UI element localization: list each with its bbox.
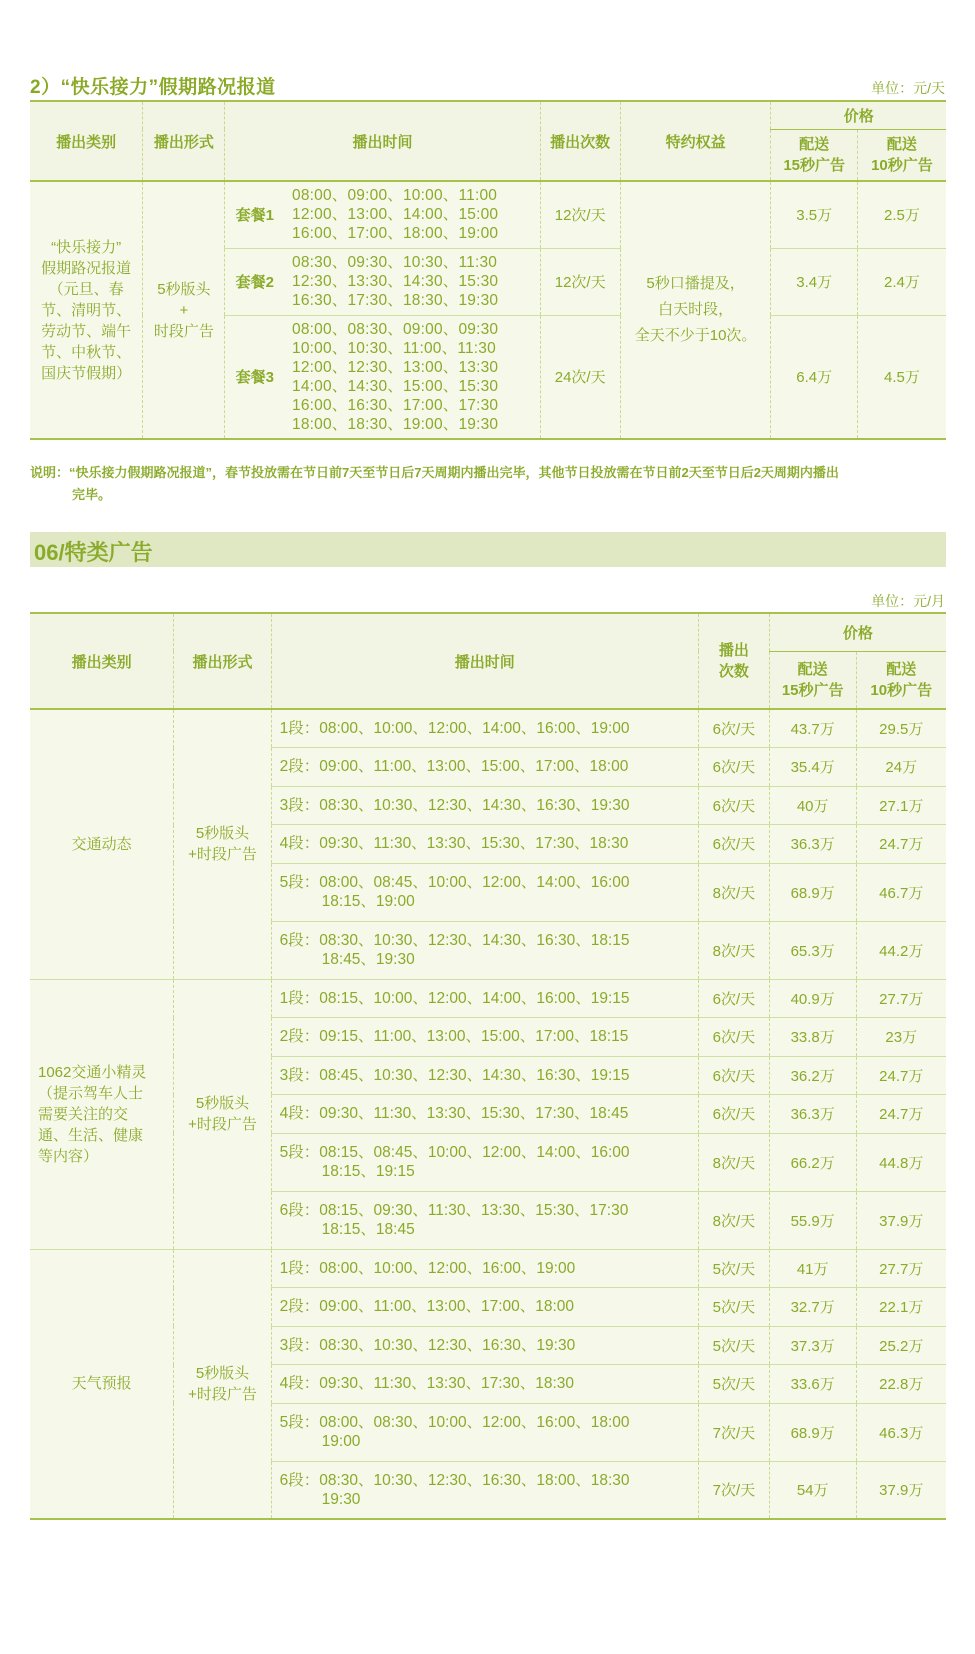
table-row	[30, 709, 946, 748]
price-15s-cell: 36.2万	[769, 1056, 856, 1095]
time-line: 12:30、13:30、14:30、15:30	[292, 273, 499, 290]
count-cell: 6次/天	[698, 709, 769, 748]
time-cell	[271, 1326, 698, 1365]
header-price-15s	[769, 651, 856, 709]
price-15s-cell: 40万	[769, 786, 856, 825]
price-15s-cell: 68.9万	[769, 863, 856, 921]
price-10s-cell: 25.2万	[856, 1326, 946, 1365]
time-cell	[271, 1056, 698, 1095]
header-category: 播出类别	[30, 613, 174, 709]
count-cell: 6次/天	[698, 1095, 769, 1134]
price-15s-cell: 54万	[769, 1461, 856, 1519]
time-line: 1段：08:00、10:00、12:00、14:00、16:00、19:00	[279, 720, 630, 737]
section-band-title: 06/特类广告	[34, 540, 153, 565]
time-line: 3段：08:30、10:30、12:30、14:30、16:30、19:30	[279, 796, 630, 814]
form-cell	[174, 979, 271, 1249]
time-line: 2段：09:15、11:00、13:00、15:00、17:00、18:15	[279, 1028, 629, 1046]
price-10s-cell: 46.7万	[856, 863, 946, 921]
count-cell: 6次/天	[698, 786, 769, 825]
time-line: 08:00、09:00、10:00、11:00	[292, 187, 498, 205]
unit-label: 单位：元/天	[871, 80, 945, 96]
rights-line: 全天不少于10次。	[634, 327, 757, 344]
time-cell	[271, 709, 698, 748]
section-band	[30, 532, 946, 567]
time-cell	[271, 979, 698, 1018]
price-10s-cell: 24.7万	[856, 1095, 946, 1134]
time-cell	[271, 1191, 698, 1249]
time-line: 19:30	[321, 1490, 361, 1508]
unit-label-monthly: 单位：元/月	[871, 593, 945, 609]
form-line: 5秒版头	[195, 1095, 250, 1112]
time-line: 08:30、09:30、10:30、11:30	[292, 254, 498, 271]
category-line: 等内容）	[38, 1147, 99, 1165]
time-cell	[271, 1365, 698, 1404]
category-line: 需要关注的交	[38, 1105, 129, 1123]
time-line: 5段：08:00、08:45、10:00、12:00、14:00、16:00	[279, 874, 630, 891]
count-cell: 5次/天	[698, 1288, 769, 1327]
time-line: 6段：08:30、10:30、12:30、14:30、16:30、18:15	[279, 932, 630, 949]
time-cell	[271, 1461, 698, 1519]
form-line: +	[179, 301, 189, 319]
form-line: +时段广告	[188, 1385, 257, 1403]
category-cell	[30, 979, 174, 1249]
count-cell: 6次/天	[698, 825, 769, 864]
time-line: 6段：08:30、10:30、12:30、16:30、18:00、18:30	[279, 1471, 630, 1489]
category-line: 劳动节、端午	[41, 322, 132, 340]
table-row	[30, 1249, 946, 1288]
header-price-15s-line2: 15秒广告	[781, 681, 844, 699]
header-category: 播出类别	[30, 101, 143, 181]
form-cell	[174, 709, 271, 979]
form-cell	[143, 181, 225, 439]
price-10s-cell: 37.9万	[856, 1191, 946, 1249]
time-line: 1段：08:15、10:00、12:00、14:00、16:00、19:15	[279, 989, 630, 1007]
note	[30, 462, 946, 506]
time-line: 6段：08:15、09:30、11:30、13:30、15:30、17:30	[279, 1202, 629, 1219]
time-line: 4段：09:30、11:30、13:30、15:30、17:30、18:45	[279, 1105, 629, 1123]
form-line: 5秒版头	[195, 1364, 250, 1382]
time-line: 14:00、14:30、15:00、15:30	[292, 377, 499, 395]
count-cell: 8次/天	[698, 863, 769, 921]
time-line: 5段：08:15、08:45、10:00、12:00、14:00、16:00	[279, 1144, 630, 1161]
price-15s-cell: 35.4万	[769, 748, 856, 787]
header-rights: 特约权益	[620, 101, 771, 181]
form-line: +时段广告	[188, 1116, 257, 1133]
price-10s-cell: 29.5万	[856, 709, 946, 748]
time-line: 1段：08:00、10:00、12:00、16:00、19:00	[279, 1259, 576, 1277]
time-cell	[271, 825, 698, 864]
price-15s-cell: 33.8万	[769, 1018, 856, 1057]
header-price-15s-line1: 配送	[799, 135, 830, 153]
time-cell	[271, 786, 698, 825]
time-line: 2段：09:00、11:00、13:00、17:00、18:00	[279, 1298, 575, 1316]
price-15s-cell: 68.9万	[769, 1403, 856, 1461]
package-count: 12次/天	[540, 181, 620, 248]
count-cell: 5次/天	[698, 1326, 769, 1365]
time-line: 16:00、17:00、18:00、19:00	[292, 225, 499, 243]
header-price: 价格	[771, 101, 946, 129]
category-cell	[30, 1249, 174, 1519]
price-10s-cell: 23万	[856, 1018, 946, 1057]
price-15s-cell: 43.7万	[769, 709, 856, 748]
price-15s-cell: 65.3万	[769, 921, 856, 979]
price-15s-cell: 33.6万	[769, 1365, 856, 1404]
rights-line: 白天时段，	[658, 301, 734, 318]
package-times	[284, 315, 540, 439]
form-line: 5秒版头	[195, 825, 250, 843]
time-line: 3段：08:45、10:30、12:30、14:30、16:30、19:15	[279, 1066, 630, 1084]
price-10s-cell: 22.1万	[856, 1288, 946, 1327]
price-10s-cell: 24万	[856, 748, 946, 787]
header-price-15s-line1: 配送	[797, 660, 828, 678]
count-cell: 8次/天	[698, 1191, 769, 1249]
price-10s-cell: 44.8万	[856, 1133, 946, 1191]
header-price-15s-line2: 15秒广告	[783, 156, 845, 174]
count-cell: 6次/天	[698, 979, 769, 1018]
package-price-10s: 4.5万	[857, 315, 946, 439]
time-line: 10:00、10:30、11:00、11:30	[292, 339, 496, 357]
table-row	[30, 979, 946, 1018]
package-count: 12次/天	[540, 248, 620, 315]
category-cell	[30, 181, 143, 439]
price-10s-cell: 46.3万	[856, 1403, 946, 1461]
count-cell: 5次/天	[698, 1365, 769, 1404]
price-15s-cell: 55.9万	[769, 1191, 856, 1249]
package-name: 套餐3	[225, 315, 284, 439]
category-line: 国庆节假期）	[41, 364, 132, 382]
time-cell	[271, 921, 698, 979]
price-10s-cell: 27.1万	[856, 786, 946, 825]
header-count	[698, 613, 769, 709]
package-times	[284, 181, 540, 248]
package-price-15s: 3.5万	[771, 181, 857, 248]
time-line: 19:00	[321, 1433, 361, 1450]
time-cell	[271, 1095, 698, 1134]
time-line: 3段：08:30、10:30、12:30、16:30、19:30	[279, 1336, 576, 1354]
time-line: 12:00、13:00、14:00、15:00	[292, 206, 499, 224]
package-times	[284, 248, 540, 315]
package-name: 套餐1	[225, 181, 284, 248]
category-line: “快乐接力”	[51, 238, 122, 256]
price-15s-cell: 36.3万	[769, 1095, 856, 1134]
package-name: 套餐2	[225, 248, 284, 315]
note-line2: 完毕。	[72, 487, 112, 502]
section-title: 2）“快乐接力”假期路况报道	[30, 77, 276, 98]
header-price-15s	[771, 129, 857, 181]
form-line: 5秒版头	[157, 280, 211, 298]
price-10s-cell: 24.7万	[856, 1056, 946, 1095]
time-line: 12:00、12:30、13:00、13:30	[292, 358, 499, 376]
price-15s-cell: 36.3万	[769, 825, 856, 864]
price-10s-cell: 37.9万	[856, 1461, 946, 1519]
rights-cell	[620, 181, 771, 439]
time-line: 18:15、18:45	[321, 1221, 415, 1238]
category-line: 节、清明节、	[41, 301, 132, 319]
time-cell	[271, 1288, 698, 1327]
time-cell	[271, 1403, 698, 1461]
count-cell: 8次/天	[698, 1133, 769, 1191]
header-price-10s-line1: 配送	[886, 660, 917, 678]
time-line: 16:30、17:30、18:30、19:30	[292, 292, 499, 309]
header-price: 价格	[769, 613, 946, 651]
time-line: 18:15、19:00	[321, 893, 415, 910]
category-line: 交通动态	[71, 835, 132, 853]
form-line: 时段广告	[153, 322, 214, 340]
price-10s-cell: 44.2万	[856, 921, 946, 979]
header-price-10s	[856, 651, 946, 709]
price-15s-cell: 40.9万	[769, 979, 856, 1018]
header-count-line1: 播出	[718, 642, 749, 659]
header-form: 播出形式	[143, 101, 225, 181]
form-line: +时段广告	[188, 846, 257, 864]
category-line: 假期路况报道	[41, 259, 132, 277]
time-cell	[271, 863, 698, 921]
header-count: 播出次数	[540, 101, 620, 181]
price-15s-cell: 37.3万	[769, 1326, 856, 1365]
price-10s-cell: 24.7万	[856, 825, 946, 864]
category-line: （元旦、春	[48, 280, 124, 298]
time-line: 18:45、19:30	[321, 951, 415, 968]
price-10s-cell: 27.7万	[856, 979, 946, 1018]
price-15s-cell: 66.2万	[769, 1133, 856, 1191]
category-line: 天气预报	[71, 1375, 132, 1393]
time-line: 4段：09:30、11:30、13:30、15:30、17:30、18:30	[279, 835, 629, 853]
holiday-traffic-price-table	[30, 100, 946, 440]
category-line: 1062交通小精灵	[38, 1063, 147, 1081]
header-count-line2: 次数	[718, 663, 749, 680]
time-line: 5段：08:00、08:30、10:00、12:00、16:00、18:00	[279, 1414, 630, 1431]
price-15s-cell: 32.7万	[769, 1288, 856, 1327]
package-price-10s: 2.4万	[857, 248, 946, 315]
header-time: 播出时间	[271, 613, 698, 709]
time-cell	[271, 1018, 698, 1057]
count-cell: 7次/天	[698, 1403, 769, 1461]
count-cell: 6次/天	[698, 1056, 769, 1095]
package-count: 24次/天	[540, 315, 620, 439]
price-10s-cell: 27.7万	[856, 1249, 946, 1288]
category-cell	[30, 709, 174, 979]
time-line: 16:00、16:30、17:00、17:30	[292, 396, 499, 414]
price-15s-cell: 41万	[769, 1249, 856, 1288]
header-price-10s-line2: 10秒广告	[871, 156, 933, 174]
category-line: 通、生活、健康	[38, 1126, 144, 1144]
time-line: 18:00、18:30、19:00、19:30	[292, 415, 499, 433]
category-line: 节、中秋节、	[41, 343, 132, 361]
rights-line: 5秒口播提及，	[646, 275, 745, 292]
header-price-10s-line2: 10秒广告	[870, 681, 933, 699]
header-price-10s	[857, 129, 946, 181]
package-price-10s: 2.5万	[857, 181, 946, 248]
count-cell: 5次/天	[698, 1249, 769, 1288]
count-cell: 8次/天	[698, 921, 769, 979]
header-form: 播出形式	[174, 613, 271, 709]
header-price-10s-line1: 配送	[886, 135, 917, 153]
time-cell	[271, 1133, 698, 1191]
form-cell	[174, 1249, 271, 1519]
count-cell: 6次/天	[698, 1018, 769, 1057]
time-line: 18:15、19:15	[321, 1163, 415, 1180]
time-line: 08:00、08:30、09:00、09:30	[292, 320, 499, 338]
count-cell: 6次/天	[698, 748, 769, 787]
category-line: （提示驾车人士	[38, 1084, 144, 1102]
header-time: 播出时间	[225, 101, 540, 181]
special-ads-price-table	[30, 612, 946, 1520]
time-cell	[271, 748, 698, 787]
time-cell	[271, 1249, 698, 1288]
package-price-15s: 6.4万	[771, 315, 857, 439]
note-line1: 说明：“快乐接力假期路况报道”，春节投放需在节日前7天至节日后7天周期内播出完毕，其他节日投放需在节日前2天至节日后2天周期内播出	[30, 465, 839, 480]
price-10s-cell: 22.8万	[856, 1365, 946, 1404]
package-price-15s: 3.4万	[771, 248, 857, 315]
count-cell: 7次/天	[698, 1461, 769, 1519]
time-line: 2段：09:00、11:00、13:00、15:00、17:00、18:00	[279, 758, 629, 776]
time-line: 4段：09:30、11:30、13:30、17:30、18:30	[279, 1375, 575, 1393]
